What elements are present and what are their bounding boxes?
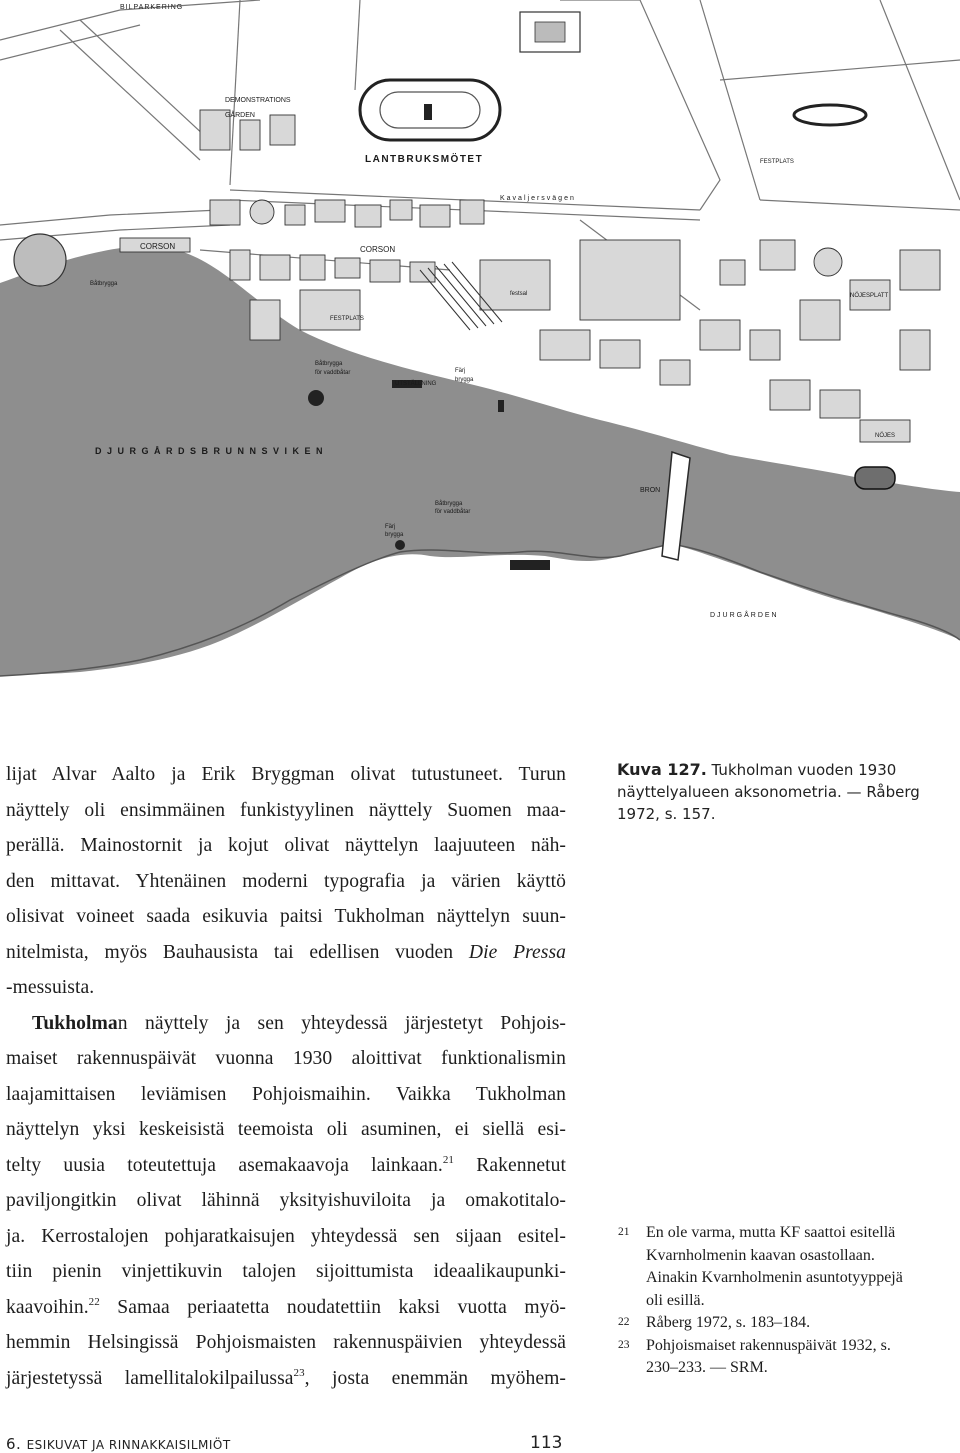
label-djurgardsbrunnsviken: DJURGÅRDSBRUNNSVIKEN [95,446,329,456]
label-demonstrations: DEMONSTRATIONS [225,97,291,104]
text-line: tiin pienin vinjettikuvin talojen sijoittumista ideaalikaupunki- [6,1261,566,1282]
footnote-line: oli esillä. [646,1291,705,1309]
text-line: kaavoihin.$^{22}$ Samaa periaatetta noudatettiin kaksi vuotta myö- [6,1295,566,1318]
footnote-line: 230–233. — SRM. [646,1359,768,1376]
exhibition-map-figure [0,0,960,700]
label-batbrygga-left: Båtbrygga [90,281,118,287]
label-festplats-top: FESTPLATS [760,159,794,165]
bold-lead-word: Tukholma [32,1012,118,1034]
footnote-ref-21: 21 [442,1153,454,1166]
text-line: näyttely oli ensimmäinen funkistyylinen näyttely Suomen maa- [6,799,566,821]
paragraph-1 [6,757,566,1006]
caption-label: Kuva 127. [617,760,707,779]
chapter-number: 6. [6,1435,22,1453]
text-line: laajamittaisen leviämisen Pohjoismaihin. Vaikka Tukholman [6,1083,566,1105]
exhibition-map [0,0,960,700]
label-for-vaddbatar-mid: för vaddbåtar [315,370,351,376]
italic-title-die-pressa: Die Pressa [468,941,566,963]
text-line: ja. Kerrostalojen pohjaratkaisujen yhteydessä sen sijaan esitel- [6,1225,566,1247]
label-batbrygga-mid: Båtbrygga [315,361,343,367]
text-line: maiset rakennuspäivät vuonna 1930 aloittivat funktionalismin [6,1048,566,1069]
footnote-ref-23: 23 [293,1366,305,1379]
boat-island [855,467,895,489]
label-utstallning: UTSTÄLLNING [395,381,437,387]
caption-line: näyttelyalueen aksonometria. — Råberg [617,783,920,801]
label-kavaljersvagen: Kavaljersvägen [500,195,576,202]
footnote-line: Pohjoismaiset rakennuspäivät 1932, s. [646,1336,891,1354]
footnote-23 [618,1335,958,1380]
running-footer-chapter [6,1435,231,1453]
text-line: paviljongitkin olivat lähinnä yksityishuviloita ja omakotitalo- [6,1190,566,1211]
footnote-ref-22: 22 [88,1295,100,1308]
text-line: järjestetyssä lamellitalokilpailussa$^{23}$, josta enemmän myöhem- [6,1366,566,1389]
text-line: hemmin Helsingissä Pohjoismaisten rakennuspäivien yhteydessä [6,1332,566,1353]
label-for-vaddbatar-low: för vaddbåtar [435,509,471,515]
footnote-number: 21 [618,1226,630,1238]
label-bron: BRON [640,487,661,494]
racetrack [360,80,500,140]
label-noies-falt: NÖJES [875,433,896,439]
label-farjebrygga-top: Färj [455,368,466,374]
label-corson-mid: CORSON [360,245,396,254]
body-text [6,757,566,1396]
page-number: 113 [530,1433,563,1453]
text-line: lijat Alvar Aalto ja Erik Bryggman olivat tutustuneet. Turun [6,764,566,785]
text-line: nitelmista, myös Bauhausista tai edellisen vuoden Die Pressa [6,941,566,963]
footnote-line: Ainakin Kvarnholmenin asuntotyyppejä [646,1269,903,1286]
text-line: -messuista. [6,977,95,998]
text-line: Tukholman näyttely ja sen yhteydessä järjestetyt Pohjois- [32,1012,566,1034]
label-brygga-low: brygga [385,532,404,538]
label-bilparkering: BILPARKERING [120,4,184,11]
text-line: den mittavat. Yhtenäinen moderni typografia ja värien käyttö [6,870,566,892]
figure-caption [617,759,947,825]
label-batbrygga-low: Båtbrygga [435,501,463,507]
footnote-number: 23 [618,1338,630,1351]
label-farjebrygga-mid: brygga [455,377,474,383]
caption-line: 1972, s. 157. [617,805,716,823]
label-lantbruksmotet: LANTBRUKSMÖTET [365,154,484,165]
label-farj-low: Färj [385,524,396,530]
footnote-number: 22 [618,1316,630,1328]
text-line: olisivat voineet saada esikuvia paitsi Tukholman näyttelyn suun- [6,906,566,927]
footnote-line: Råberg 1972, s. 183–184. [646,1314,811,1331]
text-line: perällä. Mainostornit ja kojut olivat näyttelyn laajuuteen näh- [6,835,566,856]
label-festsal: festsal [510,291,528,297]
text-line: telty uusia toteutettuja asemakaavoja lainkaan.$^{21}$ Rakennetut [6,1153,566,1176]
chapter-title: ESIKUVAT JA RINNAKKAISILMIÖT [26,1438,231,1452]
footnote-21 [618,1222,958,1312]
label-garden: GÅRDEN [225,112,255,119]
footnote-line: En ole varma, mutta KF saattoi esitellä [646,1224,896,1241]
footnote-line: Kvarnholmenin kaavan osastollaan. [646,1246,875,1264]
label-festplats: FESTPLATS [330,316,364,322]
paragraph-2 [6,1006,566,1397]
footnotes [618,1222,958,1380]
footnote-22 [618,1312,958,1335]
label-corson-left: CORSON [140,242,176,251]
arena-oval [794,105,866,125]
caption-line: Kuva 127. Tukholman vuoden 1930 [617,760,897,779]
label-djurgarden: DJURGÅRDEN [710,612,779,619]
round-pond [14,234,66,286]
text-line: näyttelyn yksi keskeisistä teemoista oli asuminen, ei siellä esi- [6,1119,566,1140]
label-noiesplatt: NÖJESPLATT [850,293,889,299]
